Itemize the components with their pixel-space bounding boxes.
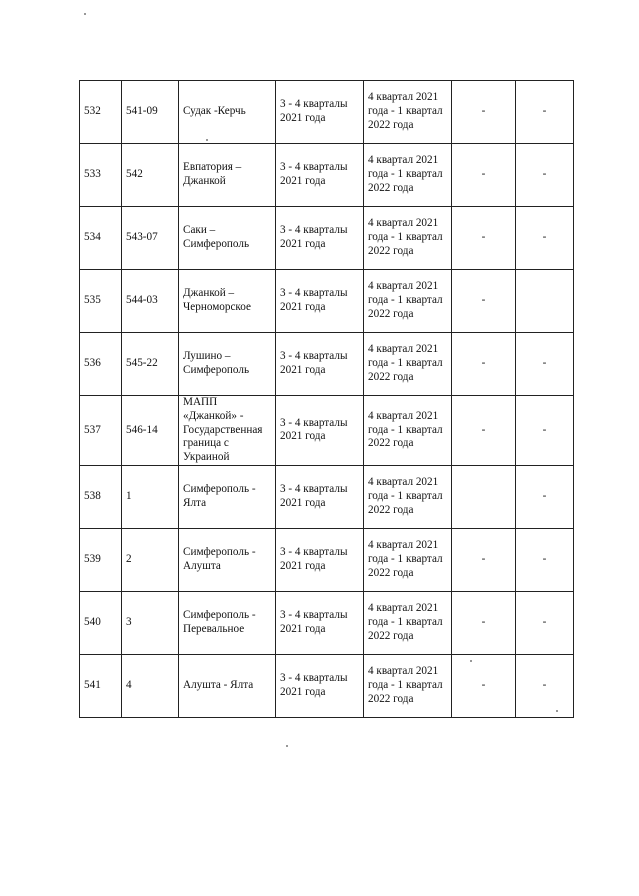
row-number: 537 [80, 396, 122, 466]
scan-speck [470, 660, 472, 662]
route-code: 546-14 [122, 396, 179, 466]
scan-speck [286, 745, 288, 747]
route-code: 542 [122, 144, 179, 207]
route-name: Симферополь - Перевальное [179, 591, 276, 654]
route-code: 541-09 [122, 81, 179, 144]
row-number: 538 [80, 465, 122, 528]
route-deadline: 4 квартал 2021 года - 1 квартал 2022 года [364, 591, 452, 654]
route-deadline: 4 квартал 2021 года - 1 квартал 2022 года [364, 333, 452, 396]
route-code: 3 [122, 591, 179, 654]
route-period: 3 - 4 кварталы 2021 года [276, 144, 364, 207]
routes-table-body [80, 81, 574, 718]
column-b-value: - [516, 528, 574, 591]
table-row [80, 591, 574, 654]
route-deadline: 4 квартал 2021 года - 1 квартал 2022 года [364, 270, 452, 333]
column-a-value: - [452, 81, 516, 144]
route-period: 3 - 4 кварталы 2021 года [276, 207, 364, 270]
route-period: 3 - 4 кварталы 2021 года [276, 81, 364, 144]
route-period: 3 - 4 кварталы 2021 года [276, 654, 364, 717]
row-number: 539 [80, 528, 122, 591]
scan-speck [84, 13, 86, 15]
row-number: 533 [80, 144, 122, 207]
route-deadline: 4 квартал 2021 года - 1 квартал 2022 года [364, 654, 452, 717]
row-number: 535 [80, 270, 122, 333]
route-name: Саки – Симферополь [179, 207, 276, 270]
route-deadline: 4 квартал 2021 года - 1 квартал 2022 года [364, 207, 452, 270]
column-b-value: - [516, 465, 574, 528]
column-a-value: - [452, 144, 516, 207]
route-deadline: 4 квартал 2021 года - 1 квартал 2022 года [364, 396, 452, 466]
scan-speck [556, 710, 558, 712]
column-a-value: - [452, 207, 516, 270]
column-a-value: - [452, 654, 516, 717]
column-b-value: - [516, 654, 574, 717]
column-b-value: - [516, 207, 574, 270]
column-b-value: - [516, 81, 574, 144]
route-code: 2 [122, 528, 179, 591]
route-deadline: 4 квартал 2021 года - 1 квартал 2022 года [364, 528, 452, 591]
route-name: Алушта - Ялта [179, 654, 276, 717]
table-row [80, 396, 574, 466]
column-b-value: - [516, 396, 574, 466]
row-number: 540 [80, 591, 122, 654]
route-code: 543-07 [122, 207, 179, 270]
route-name: МАПП «Джанкой» - Государственная граница с Украиной [179, 396, 276, 466]
table-row [80, 333, 574, 396]
column-a-value: - [452, 528, 516, 591]
column-a-value [452, 465, 516, 528]
route-name: Лушино – Симферополь [179, 333, 276, 396]
scan-speck [206, 139, 208, 141]
column-b-value: - [516, 591, 574, 654]
route-code: 544-03 [122, 270, 179, 333]
column-b-value: - [516, 144, 574, 207]
route-code: 1 [122, 465, 179, 528]
row-number: 541 [80, 654, 122, 717]
column-b-value [516, 270, 574, 333]
route-name: Симферополь - Алушта [179, 528, 276, 591]
route-period: 3 - 4 кварталы 2021 года [276, 528, 364, 591]
table-row [80, 81, 574, 144]
row-number: 532 [80, 81, 122, 144]
row-number: 536 [80, 333, 122, 396]
column-a-value: - [452, 591, 516, 654]
column-b-value: - [516, 333, 574, 396]
route-code: 545-22 [122, 333, 179, 396]
route-period: 3 - 4 кварталы 2021 года [276, 396, 364, 466]
table-row [80, 465, 574, 528]
route-period: 3 - 4 кварталы 2021 года [276, 270, 364, 333]
table-row [80, 654, 574, 717]
table-row [80, 270, 574, 333]
table-row [80, 528, 574, 591]
column-a-value: - [452, 396, 516, 466]
route-name: Симферополь - Ялта [179, 465, 276, 528]
route-period: 3 - 4 кварталы 2021 года [276, 591, 364, 654]
route-period: 3 - 4 кварталы 2021 года [276, 465, 364, 528]
column-a-value: - [452, 333, 516, 396]
row-number: 534 [80, 207, 122, 270]
table-row [80, 144, 574, 207]
table-row [80, 207, 574, 270]
route-deadline: 4 квартал 2021 года - 1 квартал 2022 года [364, 465, 452, 528]
route-name: Судак -Керчь [179, 81, 276, 144]
routes-table [79, 80, 574, 718]
route-code: 4 [122, 654, 179, 717]
route-name: Евпатория – Джанкой [179, 144, 276, 207]
route-deadline: 4 квартал 2021 года - 1 квартал 2022 года [364, 144, 452, 207]
route-name: Джанкой – Черноморское [179, 270, 276, 333]
route-period: 3 - 4 кварталы 2021 года [276, 333, 364, 396]
route-deadline: 4 квартал 2021 года - 1 квартал 2022 года [364, 81, 452, 144]
column-a-value: - [452, 270, 516, 333]
